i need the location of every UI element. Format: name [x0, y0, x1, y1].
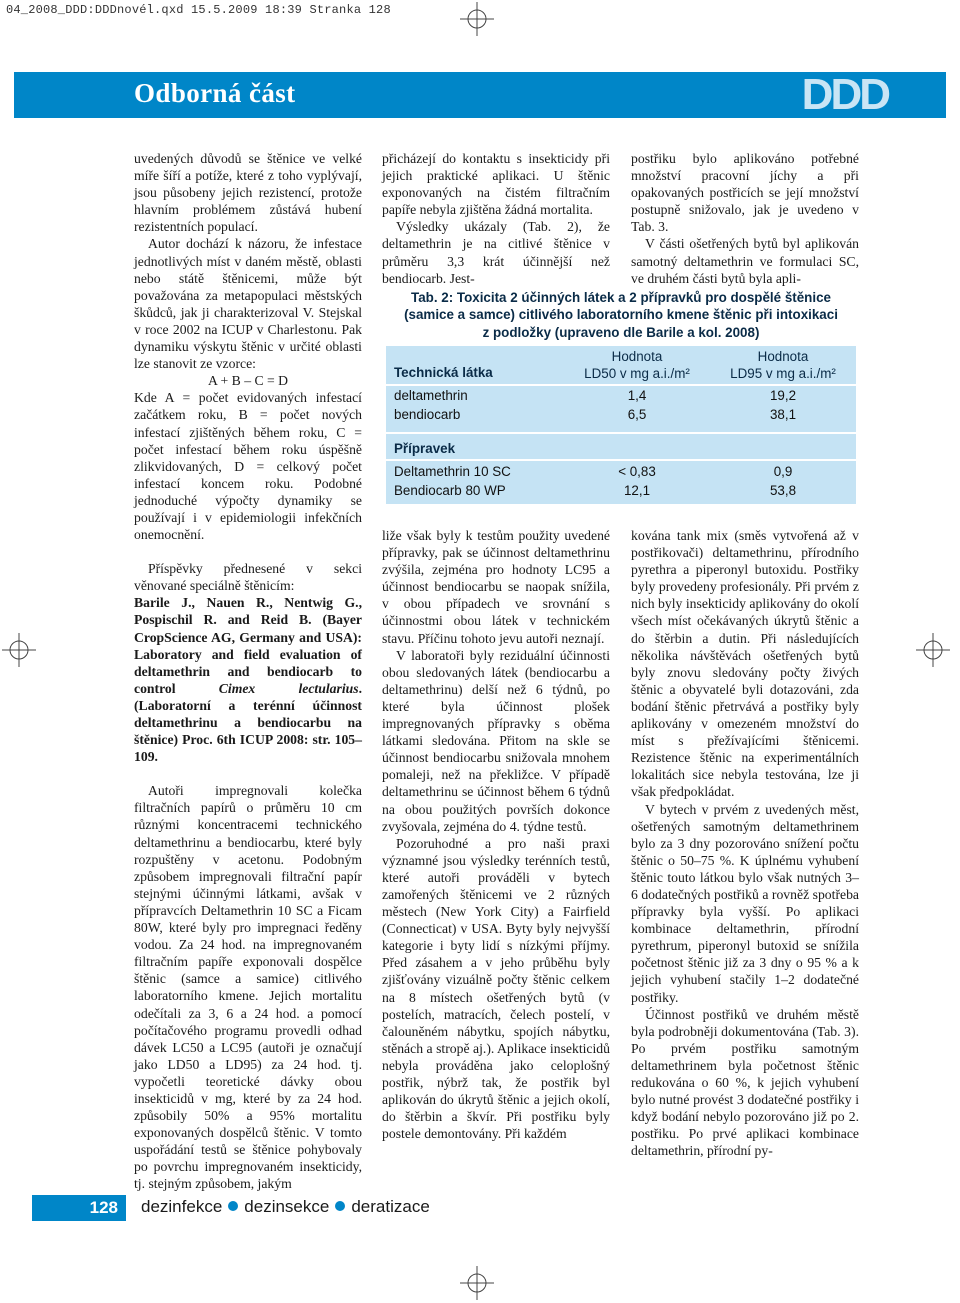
paragraph: postřiku bylo aplikováno potřebné množství pracovní jíchy a při opakovaných postřicích se její množství postupně snižovalo, jak je uvedeno v Tab. 3. [631, 151, 859, 235]
header-ld95-a: Hodnota [757, 349, 809, 364]
table-caption-line: (samice a samce) citlivého laboratorního kmene štěnic při intoxikaci [404, 307, 838, 323]
section-title: Odborná část [134, 78, 296, 108]
paragraph: V části ošetřených bytů byl aplikován samotný deltamethrin ve formulaci SC, ve druhém části bytů byla apli- [631, 236, 859, 286]
paragraph: Výsledky ukázaly (Tab. 2), že deltamethrin je na citlivé štěnice v průměru 3,3 krát účinnější než bendiocarb. Jest- [382, 219, 610, 286]
header-substance: Technická látka [394, 365, 493, 380]
paragraph: Účinnost postřiků ve druhém městě byla podrobněji dokumentována (Tab. 3). Po prvém postřiku samotným deltamethrinem byla početnost štěnic redukována o 60 %, k jejich vyhubení bylo nutné provést 3 dodatečné postřiky i když bodání nebylo pozorováno již po 2. postřiku. Po prvé aplikaci kombinace deltamethrin, přírodní py- [631, 1006, 859, 1159]
bullet-dot-icon [228, 1201, 238, 1211]
paragraph: V bytech v prvém z uvedených měst, ošetřených samotným deltamethrinem bylo za 3 dny pozorováno snížení počtu štěnic o 50–75 %. K úplnému vyhubení štěnic touto látkou bylo však nutných 3–6 dodatečných postřiků a rovněž spotřeba přípravky byla vyšší. Po aplikaci kombinace deltamethrin, přírodní pyrethrum, piperonyl butoxid se snížila početnost štěnic již za 3 dny o 95 % a k jejich vyhubení stačily 1–2 dodatečné postřiky. [631, 801, 859, 1005]
table-section-products: Přípravek [394, 441, 456, 456]
toxicity-table [386, 346, 856, 504]
pub-word: dezinsekce [244, 1197, 330, 1216]
paragraph: Autoři impregnovali kolečka filtračních papírů o průměru 10 cm různými koncentracemi technického deltamethrinu a bendiocarbu, které byly rozpuštěny v acetonu. Podobným způsobem impregnovali filtrační papír stejnými účinnými látkami, avšak v přípravcích Deltamethrin 10 SC a Ficam 80W, které byly pro impregnaci ředěny vodou. Za 24 hod. na impregnovaném filtračním papíře exponovali dospělce štěnic (samce a samice) citlivého laboratorního kmene. Jejich mortalitu odečítali za 3, 6 a 24 hod. a pomocí počítačového programu provedli odhad dávek LC50 a LC95 (autoři je označují jako LD50 a LD95) za 24 hod. tj. vypočetli teoretické dávky obou insekticidů v mg, které by za 24 hod. způsobily 50% a 95% mortalitu exponovaných dospělců štěnic. V tomto uspořádání testů se štěnice pohybovaly po povrchu impregnovaném insekticidy, tj. stejným způsobem, jakým [134, 783, 362, 1192]
table-row-ld95: 38,1 [769, 407, 797, 422]
pub-word: dezinfekce [141, 1197, 223, 1216]
reference [134, 594, 362, 765]
table-row-name: Deltamethrin 10 SC [394, 464, 511, 479]
table-row-ld95: 53,8 [769, 483, 797, 498]
table-row-ld50: 6,5 [627, 407, 647, 422]
table-caption [388, 289, 854, 341]
header-ld50 [554, 348, 720, 382]
paragraph: uvedených důvodů se štěnice ve velké míře šíří a potíže, které z toho vyplývají, jsou působeny jejich rezistencí, protože hlavním problémem zůstává hubení rezistentních populací. [134, 151, 362, 235]
article-column-2-bottom [382, 527, 610, 1142]
registration-mark-left [2, 633, 36, 667]
formula: A + B – C = D [207, 373, 289, 389]
paragraph: Pozoruhodné a pro naši praxi významné jsou výsledky terénních testů, které autoři prováděli v bytech zamořených štěnicemi ve 2 různých městech (New York City) a Fairfield (Connecticat) v USA. Byty byly nejvyšší kategorie i byty lidí s nízkými příjmy. Před zásahem a v jeho průběhu byly zjišťovány vizuálně počty štěnic celkem na 8 místech ošetřených bytů (v postelích, matracích, čelech postelí, v čalouněném nábytku, spojích nábytku, stěnách a stropě aj.). Aplikace insekticidů nebyla prováděna jako celoplošný postřik, nýbrž tak, že postřik byl aplikován do úkrytů štěnic a jejich okolí, do štěrbin a škvír. Při postřiku byly postele demontovány. Při každém [382, 835, 610, 1142]
paragraph: Autor dochází k názoru, že infestace jednotlivých míst v daném městě, oblasti nebo státě štěnicemi, může být považována za metapopulaci městských škůdců, jak ji charakterizoval V. Stejskal v roce 2002 na ICUP v Charlestonu. Pak dynamiku výskytu štěnic v určité oblasti lze stanovit ze vzorce: [134, 236, 362, 372]
paragraph: Kde A = počet evidovaných infestací začátkem roku, B = počet nových infestací zjištěných během roku, C = počet infestací během roku úspěšně zlikvidovaných, D = celkový počet infestací koncem roku. Podobné jednoduché výpočty dynamiky se používají i v epidemiologii infekčních onemocnění. [134, 390, 362, 543]
ddd-logo: DDD [801, 70, 888, 119]
section-banner [14, 72, 946, 118]
article-column-2-top [382, 150, 610, 287]
article-column-3-bottom [631, 527, 859, 1159]
paragraph: přicházejí do kontaktu s insekticidy při jejich praktické aplikaci. U štěnic exponovaných na čistém filtračním papíře nebyla zjištěna žádná mortalita. [382, 151, 610, 218]
reference-species: Cimex lectularius [218, 680, 359, 696]
reference-text-b: . (Laboratorní a terénní účinnost deltamethrinu a bendiocarbu na štěnice) Proc. 6th ICUP 2008: str. 105–109. [134, 680, 362, 765]
paragraph: Příspěvky přednesené v sekci věnované speciálně štěnicím: [134, 561, 362, 594]
paragraph: V laboratoři byly reziduální účinnosti obou sledovaných látek (bendiocarbu a deltamethrinu) delší než 6 týdnů, po které byla účinnost plošek impregnovaných přípravky s oběma látkami sledována. Přitom na skle se účinnost bendiocarbu snižovala mnohem pomaleji, než na překližce. V případě deltamethrinu se účinnost během 6 týdnů na obou použitých površích dokonce zvyšovala, zejména do 4. týdne testů. [382, 647, 610, 834]
table-row-ld95: 19,2 [769, 388, 797, 403]
publication-name [141, 1197, 430, 1217]
pub-word: deratizace [351, 1197, 430, 1216]
registration-mark-top [460, 2, 494, 36]
paragraph: kována tank mix (směs vytvořená až v postřikovači) deltamethrinu, přírodního pyrethra a piperonyl butoxidu. Postřiky byly provedeny profesionály. Při prvém z nich byly insekticidy aplikovány do okolí všech míst očekávaných úkrytů štěnic a do štěrbin a dutin. Při následujících několika návštěvách ošetřených bytů byly znovu sledovány počty živých štěnic a obyvatelé byli dotazováni, zda bodání štěnic přetrvává a postřiky byly aplikovány v omezeném množství do míst s přežívajícími štěnicemi. Rezistence štěnic na experimentálních lokalitách sice nebyla testována, lze ji však předpokládat. [631, 528, 859, 800]
table-caption-line: Tab. 2: Toxicita 2 účinných látek a 2 přípravků pro dospělé štěnice [411, 290, 831, 305]
table-row-name: Bendiocarb 80 WP [394, 483, 506, 498]
registration-mark-right [916, 633, 950, 667]
table-caption-line: z podložky (upraveno dle Barile a kol. 2008) [482, 324, 760, 340]
table-row-ld50: 12,1 [623, 483, 651, 498]
table-row-ld95: 0,9 [773, 464, 793, 479]
table-row-name: bendiocarb [394, 407, 461, 422]
registration-mark-bottom [460, 1266, 494, 1300]
header-ld95 [700, 348, 866, 382]
table-row-ld50: 1,4 [627, 388, 647, 403]
bullet-dot-icon [335, 1201, 345, 1211]
table-row-ld50: < 0,83 [618, 464, 656, 479]
article-column-1 [134, 150, 362, 1193]
table-row-name: deltamethrin [394, 388, 468, 403]
paragraph: liže však byly k testům použity uvedené přípravky, pak se účinnost deltamethrinu zvýšila, zejména pro hodnoty LC95 a účinnost bendiocarbu se naopak snížila, v obou případech ve srovnání s účinnostmi obou látek v technickém stavu. Příčinu tohoto jevu autoři neznají. [382, 528, 610, 646]
header-ld50-b: LD50 v mg a.i./m² [584, 366, 690, 381]
article-column-3-top [631, 150, 859, 287]
header-ld50-a: Hodnota [611, 349, 663, 364]
print-slug: 04_2008_DDD:DDDnovél.qxd 15.5.2009 18:39 Stranka 128 [6, 3, 391, 17]
header-ld95-b: LD95 v mg a.i./m² [730, 366, 836, 381]
page-number: 128 [32, 1195, 126, 1221]
reference-text-a: Barile J., Nauen R., Nentwig G., Pospischil R. and Reid B. (Bayer CropScience AG, Germany and USA): Laboratory and field evaluation of deltamethrin and bendiocarb to control [134, 595, 362, 696]
